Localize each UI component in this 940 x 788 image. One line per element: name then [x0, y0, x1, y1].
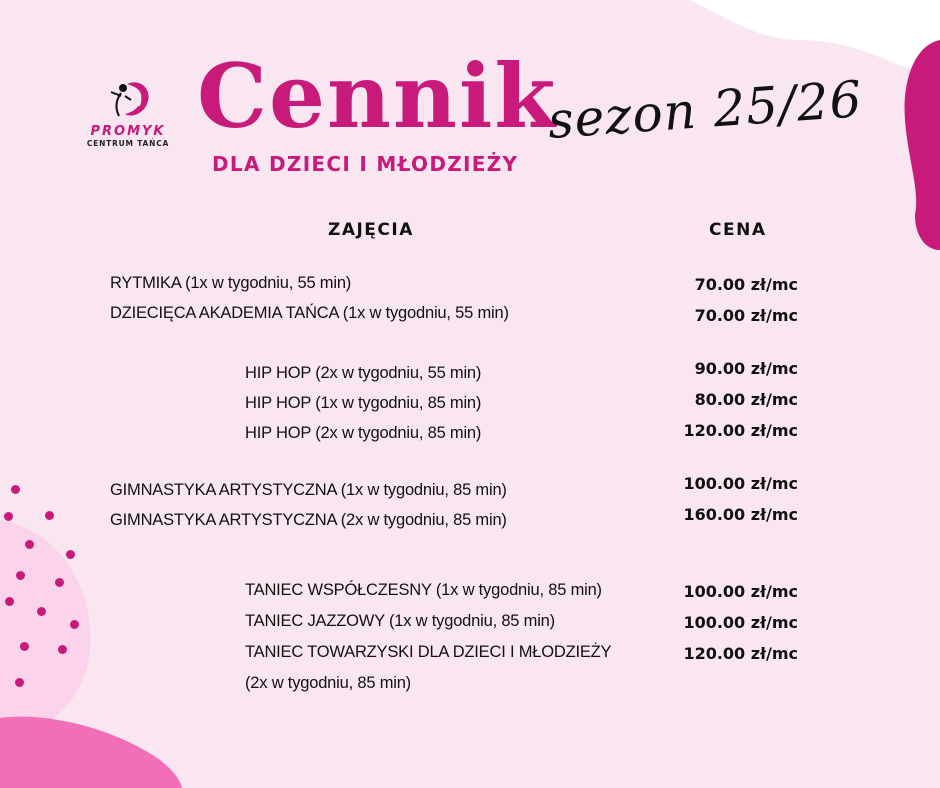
dot [45, 511, 54, 520]
white-blob-top-right [690, 0, 940, 80]
course-name: HIP HOP (2x w tygodniu, 85 min) [245, 424, 482, 442]
dot [66, 550, 75, 559]
dot [15, 678, 24, 687]
course-price: 70.00 zł/mc [694, 306, 798, 325]
dot [16, 571, 25, 580]
dot [20, 642, 29, 651]
logo-name: PROMYK [90, 124, 166, 139]
course-name: DZIECIĘCA AKADEMIA TAŃCA (1x w tygodniu, 55 min) [110, 304, 509, 322]
dot [58, 645, 67, 654]
course-price: 100.00 zł/mc [683, 474, 798, 493]
course-price: 120.00 zł/mc [683, 421, 798, 440]
course-name: GIMNASTYKA ARTYSTYCZNA (1x w tygodniu, 85 min) [110, 481, 507, 499]
dot [11, 485, 20, 494]
course-name: TANIEC JAZZOWY (1x w tygodniu, 85 min) [245, 612, 555, 630]
dot [4, 512, 13, 521]
course-price: 90.00 zł/mc [694, 359, 798, 378]
course-name: HIP HOP (2x w tygodniu, 55 min) [245, 364, 482, 382]
course-name: GIMNASTYKA ARTYSTYCZNA (2x w tygodniu, 85 min) [110, 511, 507, 529]
dancer-icon [101, 78, 155, 122]
promyk-logo [78, 78, 178, 158]
dot [37, 607, 46, 616]
course-price: 100.00 zł/mc [683, 582, 798, 601]
page-subtitle: DLA DZIECI I MŁODZIEŻY [212, 152, 519, 176]
page-title: Cennik [197, 44, 558, 148]
course-price: 120.00 zł/mc [683, 644, 798, 663]
logo-subtitle: CENTRUM TAŃCA [86, 139, 170, 148]
column-header-price: CENA [709, 220, 767, 240]
course-name: TANIEC WSPÓŁCZESNY (1x w tygodniu, 85 min) [245, 581, 602, 599]
course-name-line2: (2x w tygodniu, 85 min) [245, 674, 411, 692]
course-price: 80.00 zł/mc [694, 390, 798, 409]
season-label: sezon 25/26 [545, 70, 865, 150]
column-header-classes: ZAJĘCIA [328, 220, 414, 240]
pale-blob-bottom-left [0, 520, 90, 745]
magenta-blob-right [905, 40, 940, 250]
dot [25, 540, 34, 549]
dot [5, 597, 14, 606]
pink-blob-bottom-left [0, 717, 182, 788]
course-price: 160.00 zł/mc [683, 505, 798, 524]
dot [70, 620, 79, 629]
course-price: 70.00 zł/mc [694, 275, 798, 294]
dot [55, 578, 64, 587]
course-name: HIP HOP (1x w tygodniu, 85 min) [245, 394, 482, 412]
course-name: TANIEC TOWARZYSKI DLA DZIECI I MŁODZIEŻY [245, 643, 612, 661]
course-price: 100.00 zł/mc [683, 613, 798, 632]
course-name: RYTMIKA (1x w tygodniu, 55 min) [110, 274, 352, 292]
